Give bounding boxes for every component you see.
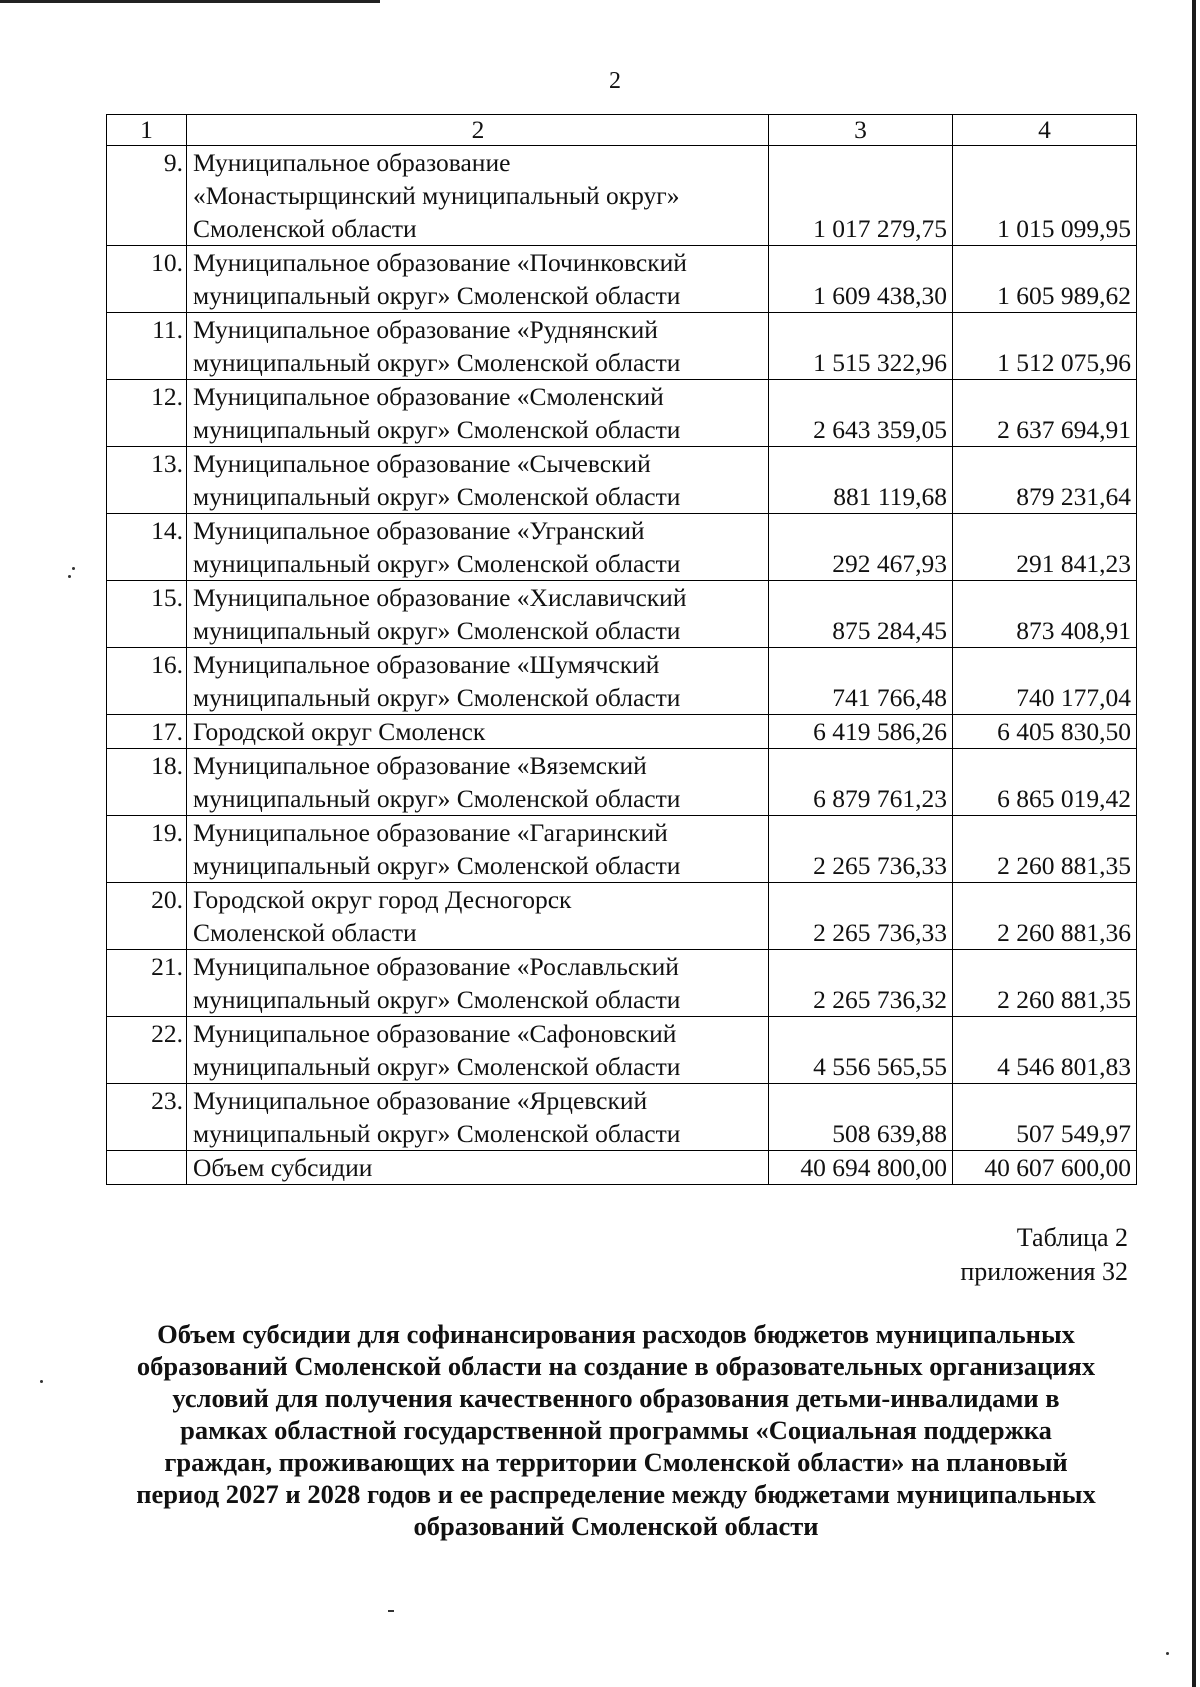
row-number: 17. (107, 715, 187, 749)
municipality-name (187, 1017, 769, 1084)
amount-col-3: 1 515 322,96 (769, 313, 953, 380)
municipality-name (187, 715, 769, 749)
municipality-name-line: муниципальный округ» Смоленской области (193, 1052, 681, 1081)
row-number: 19. (107, 816, 187, 883)
table-row (107, 816, 1137, 883)
municipality-name-line: муниципальный округ» Смоленской области (193, 851, 681, 880)
table-row (107, 313, 1137, 380)
municipality-name-line: Муниципальное образование «Сафоновский (193, 1019, 677, 1048)
municipality-name (187, 447, 769, 514)
table-row (107, 950, 1137, 1017)
municipality-name (187, 514, 769, 581)
heading-line: рамках областной государственной программы «Социальная поддержка (180, 1415, 1052, 1445)
table-row (107, 581, 1137, 648)
row-number: 22. (107, 1017, 187, 1084)
amount-col-4: 507 549,97 (953, 1084, 1137, 1151)
table-header-row (107, 115, 1137, 146)
municipality-name-line: муниципальный округ» Смоленской области (193, 281, 681, 310)
amount-col-3: 881 119,68 (769, 447, 953, 514)
municipality-name (187, 648, 769, 715)
table-row (107, 883, 1137, 950)
table-row (107, 715, 1137, 749)
amount-col-4: 2 260 881,35 (953, 816, 1137, 883)
municipality-name-line: муниципальный округ» Смоленской области (193, 683, 681, 712)
table-row (107, 246, 1137, 313)
municipality-name (187, 950, 769, 1017)
amount-col-4: 873 408,91 (953, 581, 1137, 648)
total-number-cell (107, 1151, 187, 1185)
municipality-name (187, 749, 769, 816)
total-col-4: 40 607 600,00 (953, 1151, 1137, 1185)
municipality-name-line: «Монастырщинский муниципальный округ» (193, 181, 680, 210)
municipality-name-line: муниципальный округ» Смоленской области (193, 549, 681, 578)
amount-col-3: 2 265 736,33 (769, 816, 953, 883)
amount-col-4: 740 177,04 (953, 648, 1137, 715)
table-row (107, 380, 1137, 447)
header-cell-3: 3 (769, 115, 953, 146)
amount-col-3: 292 467,93 (769, 514, 953, 581)
municipality-name-line: Городской округ город Десногорск (193, 885, 572, 914)
heading-line: Объем субсидии для софинансирования расходов бюджетов муниципальных (157, 1319, 1075, 1349)
municipality-name (187, 816, 769, 883)
municipality-name-line: Муниципальное образование «Ярцевский (193, 1086, 648, 1115)
municipality-name (187, 1084, 769, 1151)
scan-speck (68, 575, 71, 578)
section-heading (96, 1318, 1136, 1542)
row-number: 23. (107, 1084, 187, 1151)
table-row (107, 648, 1137, 715)
municipality-name-line: муниципальный округ» Смоленской области (193, 482, 681, 511)
municipality-name-line: муниципальный округ» Смоленской области (193, 1119, 681, 1148)
municipality-name-line: Муниципальное образование «Гагаринский (193, 818, 668, 847)
row-number: 13. (107, 447, 187, 514)
municipality-name-line: Муниципальное образование (193, 148, 511, 177)
municipality-name-line: Городской округ Смоленск (193, 717, 486, 746)
page-number: 2 (609, 68, 621, 94)
header-cell-4: 4 (953, 115, 1137, 146)
total-label: Объем субсидии (187, 1151, 769, 1185)
municipality-name-line: Муниципальное образование «Хиславичский (193, 583, 687, 612)
row-number: 18. (107, 749, 187, 816)
amount-col-4: 6 865 019,42 (953, 749, 1137, 816)
amount-col-3: 4 556 565,55 (769, 1017, 953, 1084)
municipality-name-line: Муниципальное образование «Починковский (193, 248, 687, 277)
municipality-name-line: Муниципальное образование «Вяземский (193, 751, 647, 780)
municipality-name (187, 581, 769, 648)
amount-col-3: 2 265 736,32 (769, 950, 953, 1017)
row-number: 12. (107, 380, 187, 447)
municipality-name-line: муниципальный округ» Смоленской области (193, 415, 681, 444)
municipality-name (187, 313, 769, 380)
heading-line: образований Смоленской области на создание в образовательных организациях (136, 1351, 1096, 1381)
heading-line: образований Смоленской области (413, 1511, 819, 1541)
table-row (107, 749, 1137, 816)
municipality-name-line: муниципальный округ» Смоленской области (193, 985, 681, 1014)
table-2-label: Таблица 2 (1016, 1223, 1128, 1252)
municipality-name-line: Смоленской области (193, 918, 417, 947)
scan-edge-top (0, 0, 380, 3)
municipality-name (187, 146, 769, 246)
amount-col-4: 1 512 075,96 (953, 313, 1137, 380)
row-number: 10. (107, 246, 187, 313)
municipality-name-line: Муниципальное образование «Рославльский (193, 952, 679, 981)
heading-line: период 2027 и 2028 годов и ее распределение между бюджетами муниципальных (136, 1479, 1096, 1509)
amount-col-3: 508 639,88 (769, 1084, 953, 1151)
table-row (107, 1017, 1137, 1084)
amount-col-3: 2 265 736,33 (769, 883, 953, 950)
scan-speck (40, 1380, 43, 1383)
amount-col-4: 2 260 881,35 (953, 950, 1137, 1017)
amount-col-3: 1 017 279,75 (769, 146, 953, 246)
row-number: 16. (107, 648, 187, 715)
row-number: 20. (107, 883, 187, 950)
municipality-name (187, 380, 769, 447)
municipality-name-line: Муниципальное образование «Смоленский (193, 382, 664, 411)
table-row (107, 1084, 1137, 1151)
scan-speck (72, 567, 75, 570)
total-row (107, 1151, 1137, 1185)
amount-col-4: 6 405 830,50 (953, 715, 1137, 749)
appendix-label: приложения 32 (960, 1257, 1128, 1286)
municipality-name-line: муниципальный округ» Смоленской области (193, 348, 681, 377)
heading-line: граждан, проживающих на территории Смоленской области» на плановый (164, 1447, 1068, 1477)
subsidy-table (106, 114, 1137, 1185)
scan-speck (388, 1610, 394, 1612)
amount-col-4: 2 637 694,91 (953, 380, 1137, 447)
municipality-name-line: Муниципальное образование «Руднянский (193, 315, 658, 344)
table-row (107, 146, 1137, 246)
table-row (107, 447, 1137, 514)
amount-col-4: 291 841,23 (953, 514, 1137, 581)
municipality-name (187, 883, 769, 950)
amount-col-4: 879 231,64 (953, 447, 1137, 514)
amount-col-3: 6 879 761,23 (769, 749, 953, 816)
table-row (107, 514, 1137, 581)
row-number: 11. (107, 313, 187, 380)
municipality-name-line: Смоленской области (193, 214, 417, 243)
municipality-name-line: Муниципальное образование «Сычевский (193, 449, 651, 478)
scan-speck (1166, 1652, 1169, 1655)
header-cell-2: 2 (187, 115, 769, 146)
municipality-name-line: Муниципальное образование «Угранский (193, 516, 645, 545)
scan-edge-right (1192, 0, 1196, 1687)
row-number: 21. (107, 950, 187, 1017)
amount-col-3: 2 643 359,05 (769, 380, 953, 447)
amount-col-4: 2 260 881,36 (953, 883, 1137, 950)
municipality-name-line: муниципальный округ» Смоленской области (193, 616, 681, 645)
row-number: 9. (107, 146, 187, 246)
amount-col-3: 6 419 586,26 (769, 715, 953, 749)
amount-col-3: 875 284,45 (769, 581, 953, 648)
municipality-name-line: муниципальный округ» Смоленской области (193, 784, 681, 813)
header-cell-1: 1 (107, 115, 187, 146)
amount-col-3: 741 766,48 (769, 648, 953, 715)
total-col-3: 40 694 800,00 (769, 1151, 953, 1185)
heading-line: условий для получения качественного образования детьми-инвалидами в (172, 1383, 1060, 1413)
row-number: 15. (107, 581, 187, 648)
municipality-name-line: Муниципальное образование «Шумячский (193, 650, 660, 679)
row-number: 14. (107, 514, 187, 581)
amount-col-4: 1 605 989,62 (953, 246, 1137, 313)
amount-col-4: 1 015 099,95 (953, 146, 1137, 246)
amount-col-3: 1 609 438,30 (769, 246, 953, 313)
table-2-caption (960, 1221, 1128, 1289)
amount-col-4: 4 546 801,83 (953, 1017, 1137, 1084)
municipality-name (187, 246, 769, 313)
